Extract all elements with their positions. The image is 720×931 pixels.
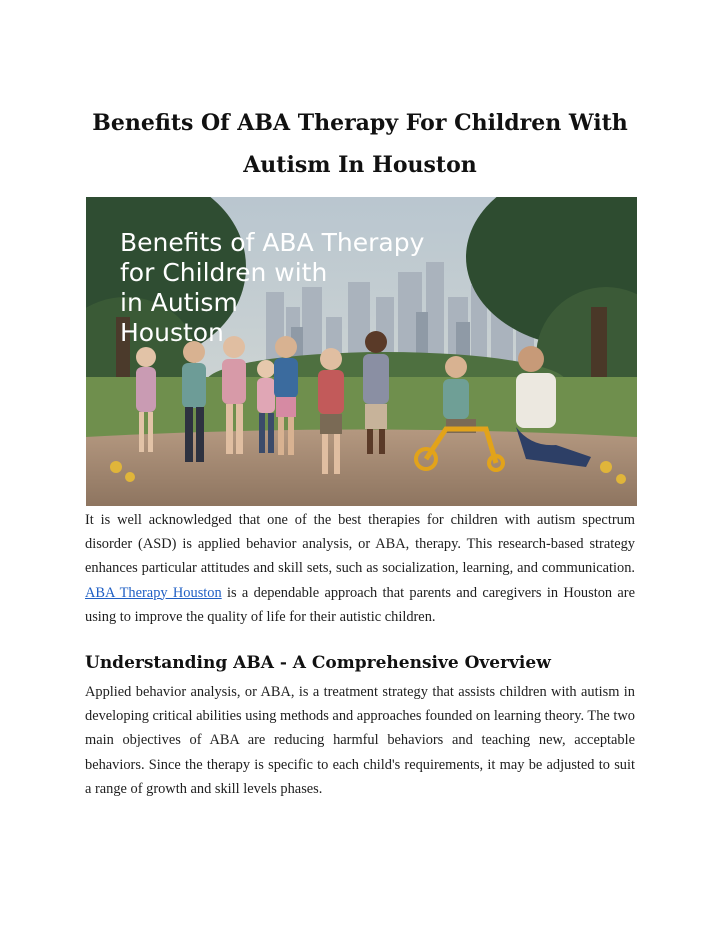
hero-overlay-line-2: for Children with — [120, 258, 328, 287]
intro-paragraph — [85, 508, 635, 629]
title-line-1: Benefits Of ABA Therapy For Children With — [92, 110, 628, 136]
aba-therapy-houston-link[interactable]: ABA Therapy Houston — [85, 584, 222, 601]
hero-overlay-line-3: in Autism — [120, 288, 238, 317]
hero-overlay-line-4: Houston — [120, 318, 224, 347]
section-heading: Understanding ABA - A Comprehensive Overview — [85, 653, 551, 673]
title-line-2: Autism In Houston — [243, 152, 477, 178]
intro-text-after-link: is a dependable approach that parents and caregivers in Houston are using to improve the quality of life for their autistic children. — [85, 584, 635, 625]
section-paragraph: Applied behavior analysis, or ABA, is a treatment strategy that assists children with autism in developing critical abilities using methods and approaches founded on learning theory. The two main objectives of ABA are reducing harmful behaviors and teaching new, acceptable behaviors. Since the therapy is specific to each child's requirements, it may be adjusted to suit a range of growth and skill levels phases. — [85, 684, 635, 797]
page-title — [60, 102, 660, 186]
hero-image — [86, 197, 637, 506]
intro-text-before-link: It is well acknowledged that one of the best therapies for children with autism spectrum disorder (ASD) is applied behavior analysis, or ABA, therapy. This research-based strategy enhances particular attitudes and skill sets, such as socialization, learning, and communication. — [85, 512, 635, 577]
hero-overlay-line-1: Benefits of ABA Therapy — [120, 228, 425, 257]
